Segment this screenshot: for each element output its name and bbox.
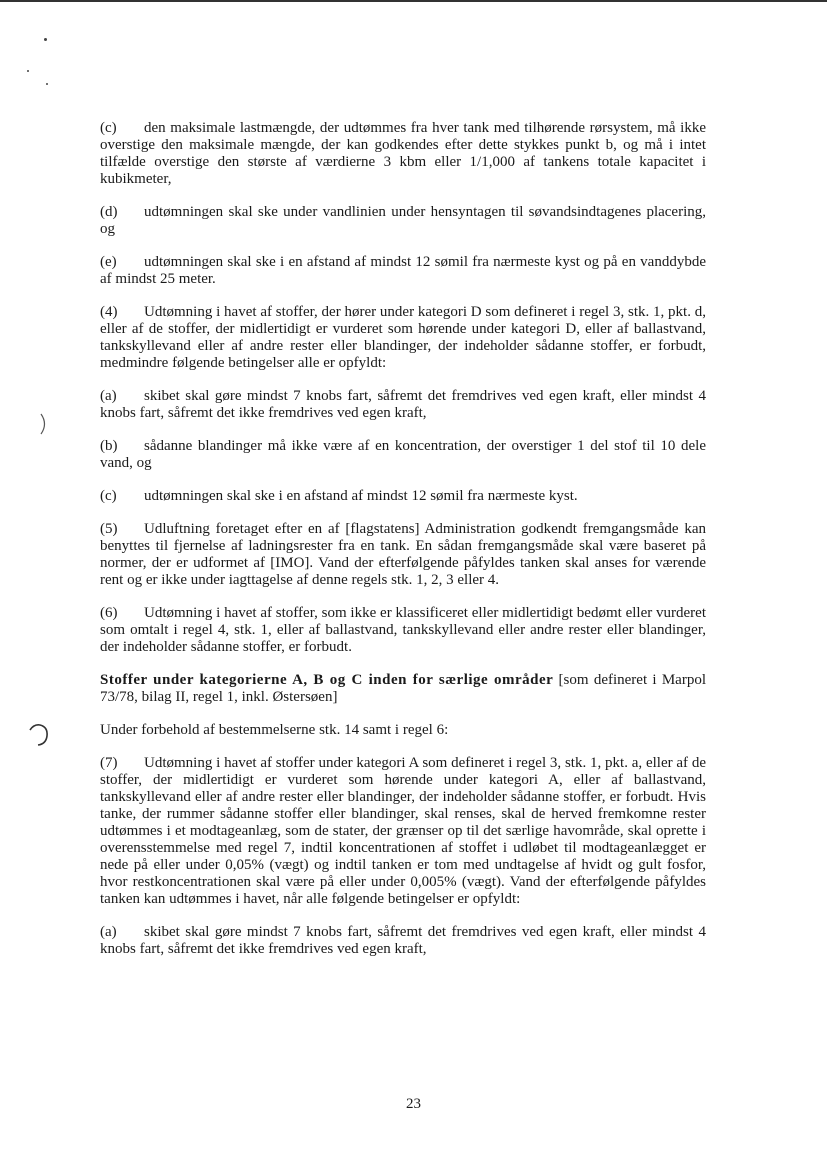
paragraph-a3 xyxy=(100,924,706,958)
paragraph-text: udtømningen skal ske under vandlinien under hensyntagen til søvandsindtagenes placering, og xyxy=(100,204,706,237)
paragraph-number: (c) xyxy=(100,120,117,136)
paragraph-number: (5) xyxy=(100,521,118,537)
section-heading-rest: [som defineret i Marpol 73/78, bilag II, regel 1, inkl. Østersøen] xyxy=(100,672,706,705)
paragraph-d1 xyxy=(100,204,706,238)
paragraph-number: (e) xyxy=(100,254,117,270)
paragraph-e1 xyxy=(100,254,706,288)
paragraph-text: udtømningen skal ske i en afstand af mindst 12 sømil fra nærmeste kyst og på en vanddybde af mindst 25 meter. xyxy=(100,254,706,287)
section-heading-bold: Stoffer under kategorierne A, B og C inden for særlige områder xyxy=(100,672,554,688)
paragraph-number: (4) xyxy=(100,304,118,320)
paragraph-c2 xyxy=(100,488,706,505)
paragraph-text: den maksimale lastmængde, der udtømmes fra hver tank med tilhørende rørsystem, må ikke overstige den maksimale mængde, der kan godkendes efter dette stykkes punkt b, og må i intet tilfælde overstige den største af værdierne 3 kbm eller 1/1,000 af tankens totale kapacitet i kubikmeter, xyxy=(100,120,706,187)
paragraph-6 xyxy=(100,605,706,656)
paragraph-7 xyxy=(100,755,706,908)
paragraph-c1 xyxy=(100,120,706,188)
paragraph-number: (6) xyxy=(100,605,118,621)
paragraph-number: (a) xyxy=(100,924,117,940)
paragraph-5 xyxy=(100,521,706,589)
page-top-border xyxy=(0,0,827,2)
intro-line: Under forbehold af bestemmelserne stk. 14 samt i regel 6: xyxy=(100,722,449,738)
scan-dot xyxy=(27,70,29,72)
paragraph-text: Udluftning foretaget efter en af [flagstatens] Administration godkendt fremgangsmåde kan benyttes til fjernelse af ladningsrester fra en tank. En sådan fremgangsmåde skal være baseret på normer, der er udformet af [IMO]. Vand der efterfølgende påfyldes tanken skal anses for værende rent og er ikke under iagttagelse af denne regels stk. 1, 2, 3 eller 4. xyxy=(100,521,706,588)
paragraph-text: udtømningen skal ske i en afstand af mindst 12 sømil fra nærmeste kyst. xyxy=(144,488,578,504)
paragraph-number: (d) xyxy=(100,204,118,220)
scan-hole-mark xyxy=(26,722,52,748)
scan-dot xyxy=(44,38,47,41)
scan-dot xyxy=(46,83,48,85)
paragraph-b2 xyxy=(100,438,706,472)
paragraph-text: Udtømning i havet af stoffer, der hører under kategori D som defineret i regel 3, stk. 1, pkt. d, eller af de stoffer, der midlertidigt er vurderet som hørende under kategori D, eller af ballastvand, tankskyllevand eller af andre rester eller blandinger, der indeholder sådanne stoffer, er forbudt, medmindre følgende betingelser alle er opfyldt: xyxy=(100,304,706,371)
paragraph-text: skibet skal gøre mindst 7 knobs fart, såfremt det fremdrives ved egen kraft, eller mindst 4 knobs fart, såfremt det ikke fremdrives ved egen kraft, xyxy=(100,388,706,421)
paragraph-text: Udtømning i havet af stoffer under kategori A som defineret i regel 3, stk. 1, pkt. a, eller af de stoffer, der midlertidigt er vurderet som hørende under kategori A, eller af ballastvand, tankskyllevand eller af andre rester eller blandinger, der indeholder sådanne stoffer, er forbudt. Hvis tanke, der rummer sådanne stoffer eller blandinger, skal renses, skal de herved fremkomne rester udtømmes i et modtageanlæg, som de stater, der grænser op til det særlige havområde, skal oprette i overensstemmelse med regel 7, indtil koncentrationen af stoffet i udløbet til modtageanlægget er nede på eller under 0,05% (vægt) og indtil tanken er tom med undtagelse af hvidt og gult fosfor, hvor restkoncentrationen skal være på eller under 0,005% (vægt). Vand der efterfølgende påfyldes tanken kan udtømmes i havet, når alle følgende betingelser er opfyldt: xyxy=(100,755,706,907)
paragraph-number: (7) xyxy=(100,755,118,771)
paragraph-text: Udtømning i havet af stoffer, som ikke er klassificeret eller midlertidigt bedømt eller vurderet som omtalt i regel 4, stk. 1, eller af ballastvand, tankskyllevand eller andre rester eller blandinger, der indeholder sådanne stoffer, er forbudt. xyxy=(100,605,706,655)
section-heading xyxy=(100,672,706,706)
paragraph-number: (b) xyxy=(100,438,118,454)
page-number: 23 xyxy=(406,1096,421,1112)
paragraph-text: sådanne blandinger må ikke være af en koncentration, der overstiger 1 del stof til 10 dele vand, og xyxy=(100,438,706,471)
scan-bracket-mark xyxy=(38,412,52,436)
paragraph-text: skibet skal gøre mindst 7 knobs fart, såfremt det fremdrives ved egen kraft, eller mindst 4 knobs fart, såfremt det ikke fremdrives ved egen kraft, xyxy=(100,924,706,957)
paragraph-number: (c) xyxy=(100,488,117,504)
paragraph-number: (a) xyxy=(100,388,117,404)
paragraph-4 xyxy=(100,304,706,372)
document-body xyxy=(100,120,706,974)
paragraph-a2 xyxy=(100,388,706,422)
